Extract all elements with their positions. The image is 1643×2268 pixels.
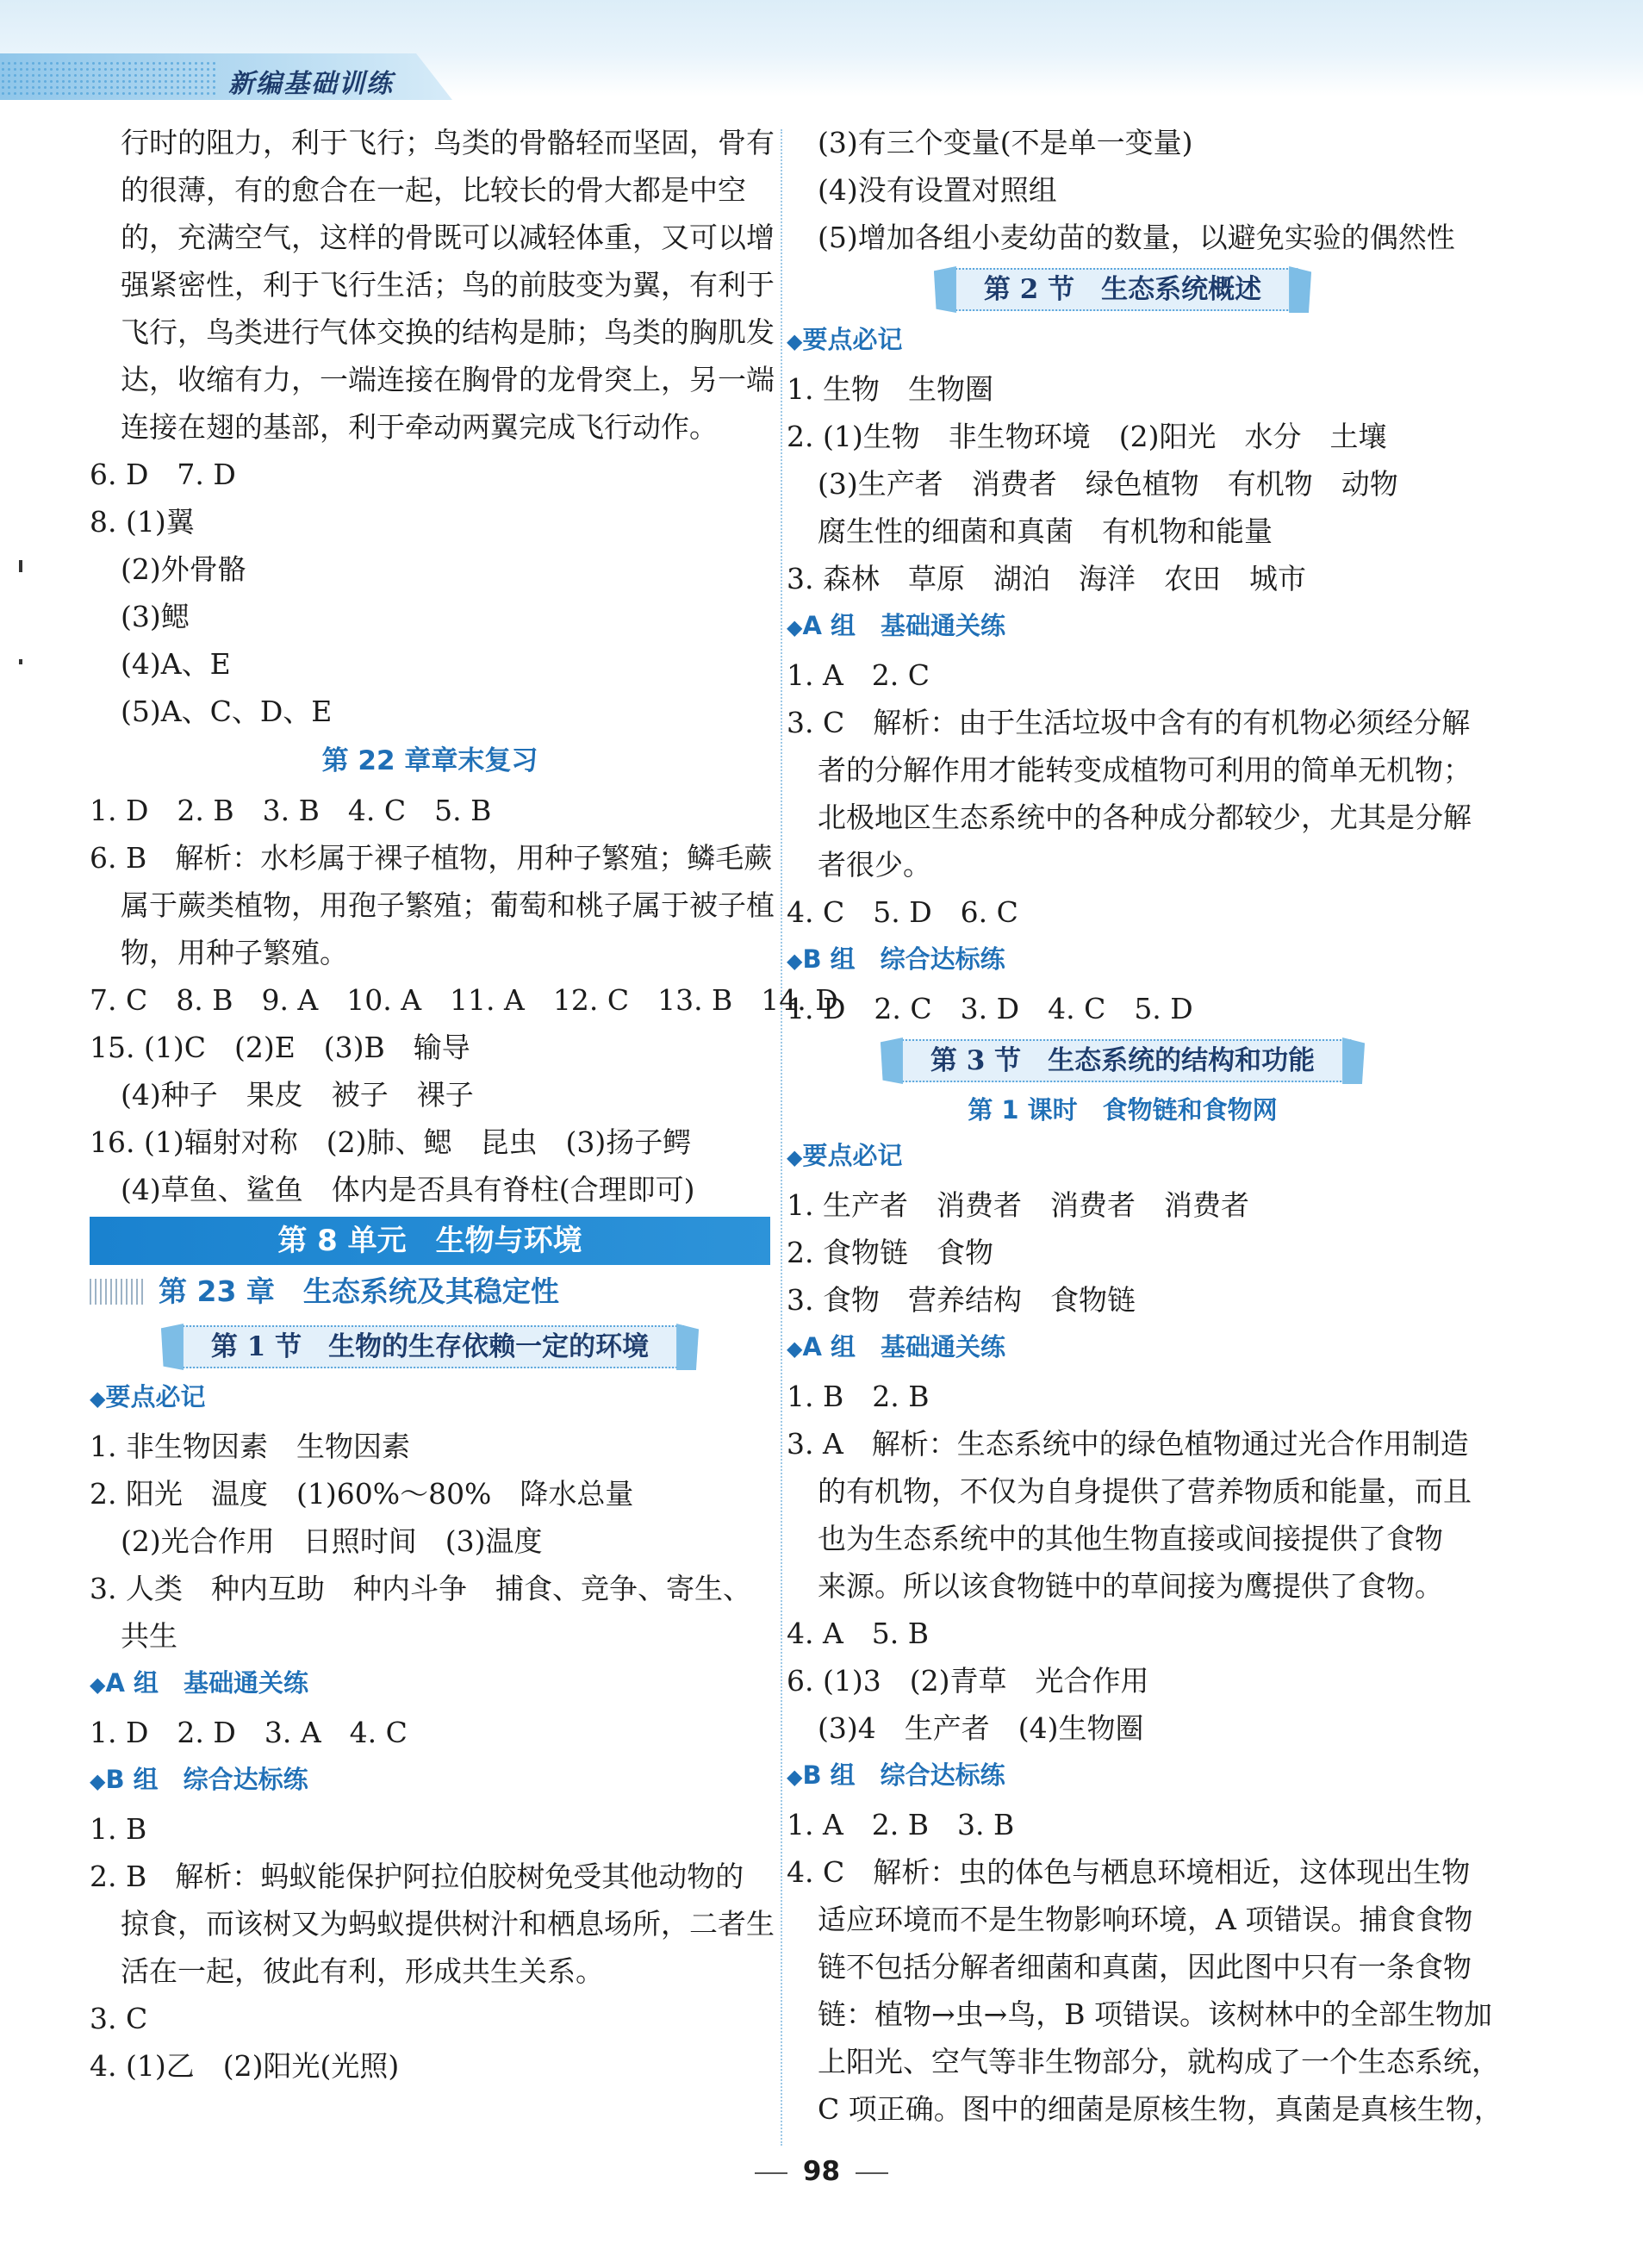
key-points-answers (90, 1423, 770, 1660)
answer-line: 者很少。 (818, 848, 931, 882)
answer-line: 2. 食物链 食物 (787, 1236, 993, 1269)
answer-line: (4)没有设置对照组 (818, 173, 1057, 207)
answer-line: 腐生性的细菌和真菌 有机物和能量 (818, 514, 1273, 548)
answer-line: 3. 人类 种内互助 种内斗争 捕食、竞争、寄生、 (90, 1572, 751, 1605)
answer-line: (4)A、E (121, 647, 231, 681)
answer-line: 1. A 2. B 3. B (787, 1808, 1015, 1841)
section-1-title: 第 1 节 生物的生存依赖一定的环境 (173, 1325, 687, 1368)
answer-line: 15. (1)C (2)E (3)B 输导 (90, 1031, 470, 1064)
dash (856, 2172, 888, 2174)
page-number: 98 (0, 2156, 1643, 2187)
diamond-icon: ◆ (787, 949, 803, 973)
key-points-heading: ◆要点必记 (787, 1141, 903, 1170)
header-title: 新编基础训练 (228, 69, 394, 99)
key-points-heading: ◆要点必记 (90, 1382, 206, 1411)
answer-line: 飞行，鸟类进行气体交换的结构是肺；鸟类的胸肌发 (121, 315, 775, 349)
answer-line: 1. D 2. B 3. B 4. C 5. B (90, 794, 492, 827)
answer-line: (5)A、C、D、E (121, 695, 333, 728)
section-2-title: 第 2 节 生态系统概述 (946, 268, 1299, 311)
answer-line: 的有机物，不仅为自身提供了营养物质和能量，而且 (818, 1474, 1472, 1508)
answer-line: (3)有三个变量(不是单一变量) (818, 126, 1193, 159)
diamond-icon: ◆ (787, 1765, 803, 1789)
answer-line: 2. (1)生物 非生物环境 (2)阳光 水分 土壤 (787, 420, 1387, 453)
answer-line: 3. C 解析：由于生活垃圾中含有的有机物必须经分解 (787, 706, 1471, 739)
diamond-icon: ◆ (90, 1673, 106, 1697)
answer-line: 1. B 2. B (787, 1380, 930, 1413)
column-divider (781, 129, 782, 2146)
answer-line: 6. (1)3 (2)青草 光合作用 (787, 1664, 1149, 1698)
section-3-header (787, 1032, 1459, 1087)
answer-line: 8. (1)翼 (90, 505, 195, 539)
diamond-icon: ◆ (787, 329, 803, 353)
answer-line: 的，充满空气，这样的骨既可以减轻体重，又可以增 (121, 221, 775, 254)
diamond-icon: ◆ (787, 1145, 803, 1169)
answer-line: 的很薄，有的愈合在一起，比较长的骨大都是中空 (121, 173, 746, 207)
diamond-icon: ◆ (787, 1336, 803, 1361)
lesson-title: 第 1 课时 食物链和食物网 (968, 1095, 1278, 1125)
group-a-answers (787, 651, 1472, 936)
review-answers (90, 787, 838, 1213)
answer-line: 连接在翅的基部，利于牵动两翼完成飞行动作。 (121, 410, 718, 444)
dash (755, 2172, 787, 2174)
answer-line: 3. C (90, 2002, 148, 2035)
group-b-answers: 1. D 2. C 3. D 4. C 5. D (787, 992, 1193, 1025)
answer-line: (2)光合作用 日照时间 (3)温度 (121, 1524, 543, 1558)
answer-line: 4. C 解析：虫的体色与栖息环境相近，这体现出生物 (787, 1855, 1471, 1889)
answer-line: 强紧密性，利于飞行生活；鸟的前肢变为翼，有利于 (121, 268, 775, 302)
answer-line: 3. 食物 营养结构 食物链 (787, 1283, 1136, 1317)
answer-line: 2. 阳光 温度 (1)60%～80% 降水总量 (90, 1477, 634, 1511)
answer-line: 4. A 5. B (787, 1617, 930, 1650)
answer-line: (3)鳃 (121, 600, 190, 633)
answer-line: C 项正确。图中的细菌是原核生物，真菌是真核生物， (818, 2092, 1503, 2126)
group-a-answers (787, 1373, 1472, 1752)
answer-line: 掠食，而该树又为蚂蚁提供树汁和栖息场所，二者生 (121, 1907, 775, 1941)
group-b-heading: ◆B 组 综合达标练 (787, 944, 1005, 974)
right-column (787, 119, 1503, 2133)
group-a-heading: ◆A 组 基础通关练 (787, 611, 1006, 640)
key-points-answers (787, 365, 1459, 602)
answer-line: 来源。所以该食物链中的草间接为鹰提供了食物。 (818, 1569, 1443, 1603)
answer-line: 属于蕨类植物，用孢子繁殖；葡萄和桃子属于被子植 (121, 888, 775, 922)
diamond-icon: ◆ (90, 1769, 106, 1793)
answer-paragraph (90, 119, 775, 451)
chapter-title: 第 23 章 生态系统及其稳定性 (159, 1274, 559, 1308)
answer-line: 2. B 解析：蚂蚁能保护阿拉伯胶树免受其他动物的 (90, 1860, 744, 1893)
answer-line: 7. C 8. B 9. A 10. A 11. A 12. C 13. B 14. D (90, 983, 838, 1017)
margin-mark (19, 659, 22, 664)
continued-answers (787, 119, 1459, 261)
stripe-decoration (90, 1279, 146, 1305)
answer-line: 上阳光、空气等非生物部分，就构成了一个生态系统， (818, 2045, 1500, 2078)
answer-line: 16. (1)辐射对称 (2)肺、鳃 昆虫 (3)扬子鳄 (90, 1125, 692, 1159)
answer-line: (5)增加各组小麦幼苗的数量，以避免实验的偶然性 (818, 221, 1455, 254)
answer-line: (2)外骨骼 (121, 552, 246, 586)
diamond-icon: ◆ (787, 615, 803, 639)
answer-line: (4)种子 果皮 被子 裸子 (121, 1078, 474, 1112)
key-points-answers (787, 1181, 1459, 1324)
answer-line: 1. 非生物因素 生物因素 (90, 1430, 410, 1463)
answer-line: 3. 森林 草原 湖泊 海洋 农田 城市 (787, 562, 1306, 595)
answer-line: 1. 生产者 消费者 消费者 消费者 (787, 1188, 1249, 1222)
answer-line: 共生 (121, 1619, 177, 1653)
group-a-heading: ◆A 组 基础通关练 (787, 1332, 1006, 1361)
answer-line: 物，用种子繁殖。 (121, 936, 348, 969)
section-3-title: 第 3 节 生态系统的结构和功能 (893, 1039, 1353, 1082)
answer-line: 适应环境而不是生物影响环境，A 项错误。捕食食物 (818, 1903, 1473, 1936)
answer-line: 活在一起，彼此有利，形成共生关系。 (121, 1954, 604, 1988)
left-column (90, 119, 838, 2090)
answer-line: 链不包括分解者细菌和真菌，因此图中只有一条食物 (818, 1950, 1472, 1984)
answer-q8 (90, 498, 770, 735)
key-points-heading: ◆要点必记 (787, 325, 903, 354)
answer-line: 6. D 7. D (90, 458, 236, 491)
group-b-heading: ◆B 组 综合达标练 (787, 1760, 1005, 1790)
unit-banner: 第 8 单元 生物与环境 (90, 1217, 770, 1265)
answer-line: (3)生产者 消费者 绿色植物 有机物 动物 (818, 467, 1398, 501)
answer-line: 4. C 5. D 6. C (787, 895, 1018, 929)
section-1-header (90, 1318, 770, 1374)
answer-line: 1. A 2. C (787, 658, 930, 692)
answer-line: 也为生态系统中的其他生物直接或间接提供了食物 (818, 1522, 1443, 1555)
group-b-answers (90, 1805, 775, 2090)
answer-line: 链：植物→虫→鸟，B 项错误。该树林中的全部生物加 (818, 1997, 1493, 2031)
header-dot-pattern (0, 60, 215, 97)
answer-line: 4. (1)乙 (2)阳光(光照) (90, 2049, 400, 2083)
answer-line: (4)草鱼、鲨鱼 体内是否具有脊柱(合理即可) (121, 1173, 695, 1206)
answer-line: (3)4 生产者 (4)生物圈 (818, 1711, 1144, 1745)
section-2-header (787, 261, 1459, 316)
answer-line: 1. B (90, 1812, 147, 1846)
group-a-heading: ◆A 组 基础通关练 (90, 1668, 309, 1698)
answer-line: 达，收缩有力，一端连接在胸骨的龙骨突上，另一端 (121, 363, 775, 396)
group-a-answers: 1. D 2. D 3. A 4. C (90, 1716, 408, 1749)
margin-mark (19, 560, 22, 572)
answer-line: 北极地区生态系统中的各种成分都较少，尤其是分解 (818, 801, 1472, 834)
chapter-heading (90, 1265, 770, 1318)
answer-line: 者的分解作用才能转变成植物可利用的简单无机物； (818, 753, 1472, 787)
chapter-review-title: 第 22 章章末复习 (321, 745, 538, 776)
answer-line: 行时的阻力，利于飞行；鸟类的骨骼轻而坚固，骨有 (121, 126, 775, 159)
group-b-heading: ◆B 组 综合达标练 (90, 1765, 308, 1794)
answer-line: 6. B 解析：水杉属于裸子植物，用种子繁殖；鳞毛蕨 (90, 841, 773, 875)
group-b-answers (787, 1801, 1503, 2133)
answer-line: 3. A 解析：生态系统中的绿色植物通过光合作用制造 (787, 1427, 1469, 1461)
diamond-icon: ◆ (90, 1386, 106, 1411)
answer-line: 1. 生物 生物圈 (787, 372, 993, 406)
